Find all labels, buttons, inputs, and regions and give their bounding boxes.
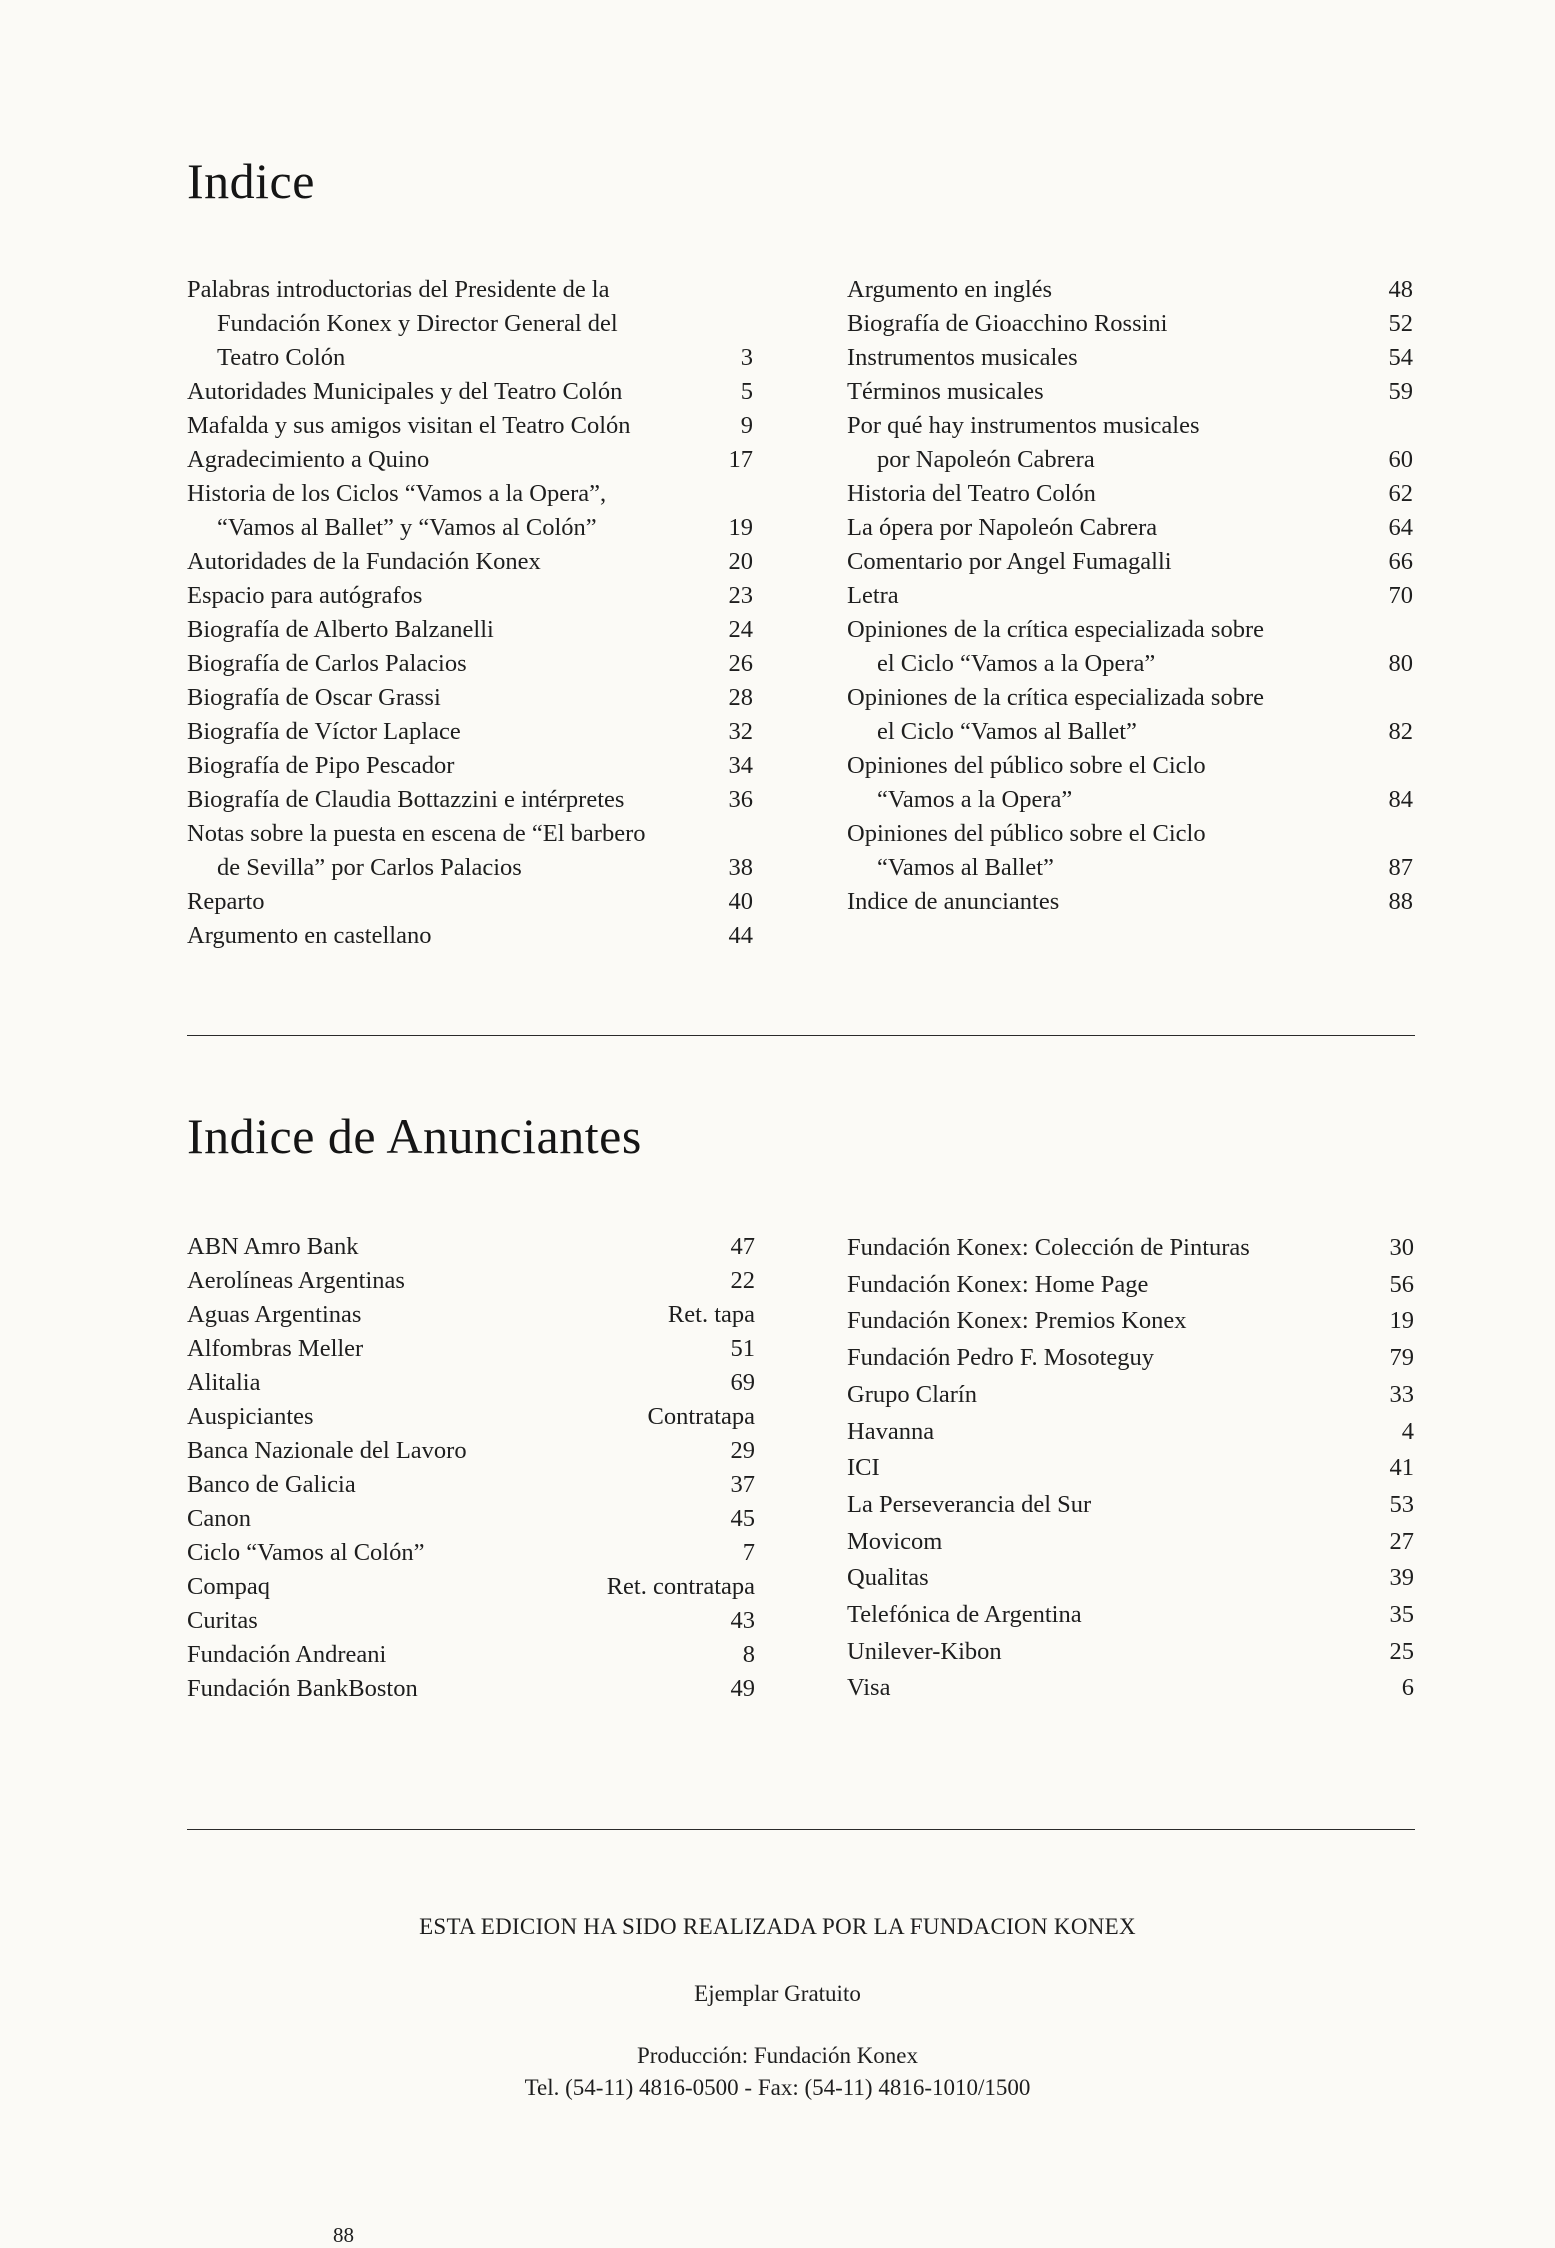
toc-entry-line: Opiniones de la crítica especializada sobre bbox=[847, 616, 1264, 643]
toc-entry-line: Letra bbox=[847, 582, 899, 609]
toc-entry bbox=[187, 715, 753, 749]
advertiser-entry bbox=[187, 1672, 755, 1706]
advertiser-entry bbox=[847, 1670, 1414, 1707]
advertiser-page: 37 bbox=[730, 1471, 755, 1498]
toc-entry-title bbox=[847, 749, 1389, 817]
toc-entry-page: 40 bbox=[728, 888, 753, 915]
toc-entry-page: 64 bbox=[1388, 514, 1413, 541]
advertiser-entry bbox=[847, 1267, 1414, 1304]
advertiser-name: ICI bbox=[847, 1454, 880, 1482]
advertiser-page: 53 bbox=[1389, 1490, 1414, 1518]
toc-entry-line: Indice de anunciantes bbox=[847, 888, 1060, 915]
toc-entry-page: 80 bbox=[1388, 650, 1413, 677]
advertiser-entry bbox=[847, 1524, 1414, 1561]
toc-entry-line: Biografía de Gioacchino Rossini bbox=[847, 310, 1168, 337]
toc-entry-title bbox=[847, 307, 1389, 341]
toc-entry bbox=[847, 341, 1413, 375]
advertisers-right-column bbox=[847, 1230, 1414, 1707]
advertiser-entry bbox=[847, 1340, 1414, 1377]
advertiser-page: 25 bbox=[1389, 1637, 1414, 1665]
toc-entry-page: 26 bbox=[728, 650, 753, 677]
advertiser-entry bbox=[187, 1536, 755, 1570]
toc-entry-line: Historia de los Ciclos “Vamos a la Opera”, bbox=[187, 480, 607, 507]
advertiser-entry bbox=[187, 1604, 755, 1638]
advertiser-page: 41 bbox=[1389, 1454, 1414, 1482]
advertiser-entry bbox=[187, 1230, 755, 1264]
advertiser-entry bbox=[847, 1634, 1414, 1671]
toc-entry-page: 19 bbox=[728, 514, 753, 541]
toc-entry-title bbox=[847, 511, 1389, 545]
toc-entry-title bbox=[187, 783, 729, 817]
toc-title: Indice bbox=[187, 153, 315, 209]
advertiser-name: Qualitas bbox=[847, 1564, 929, 1592]
toc-entry-line: Autoridades de la Fundación Konex bbox=[187, 548, 541, 575]
toc-entry-page: 87 bbox=[1388, 854, 1413, 881]
toc-entry-page: 54 bbox=[1388, 344, 1413, 371]
advertiser-entry bbox=[187, 1570, 755, 1604]
advertiser-page: 39 bbox=[1389, 1564, 1414, 1592]
toc-entry-page: 44 bbox=[728, 922, 753, 949]
toc-entry-page: 60 bbox=[1388, 446, 1413, 473]
toc-entry-line: Opiniones del público sobre el Ciclo bbox=[847, 752, 1206, 779]
advertiser-page: 30 bbox=[1389, 1234, 1414, 1261]
advertiser-name: Fundación BankBoston bbox=[187, 1675, 418, 1702]
advertiser-name: Havanna bbox=[847, 1417, 935, 1445]
toc-entry-title bbox=[847, 341, 1389, 375]
advertiser-name: ABN Amro Bank bbox=[187, 1233, 359, 1260]
advertiser-page: 79 bbox=[1389, 1344, 1414, 1372]
toc-entry-page: 3 bbox=[740, 344, 753, 371]
toc-entry-page: 66 bbox=[1388, 548, 1413, 575]
toc-entry-page: 36 bbox=[728, 786, 753, 813]
toc-right-column bbox=[847, 273, 1413, 919]
advertiser-entry bbox=[847, 1487, 1414, 1524]
advertisers-title: Indice de Anunciantes bbox=[187, 1108, 642, 1164]
toc-entry-line: “Vamos al Ballet” bbox=[877, 854, 1054, 881]
toc-entry-page: 32 bbox=[728, 718, 753, 745]
toc-entry-title bbox=[187, 409, 741, 443]
toc-entry bbox=[847, 613, 1413, 681]
toc-entry-line: Espacio para autógrafos bbox=[187, 582, 423, 609]
advertiser-name: Telefónica de Argentina bbox=[847, 1601, 1082, 1629]
toc-entry-title bbox=[187, 749, 729, 783]
advertiser-page: Ret. tapa bbox=[667, 1301, 755, 1328]
toc-entry-page: 38 bbox=[728, 854, 753, 881]
toc-entry-title bbox=[187, 579, 729, 613]
advertisers-left-column bbox=[187, 1230, 755, 1706]
advertiser-name: Alfombras Meller bbox=[187, 1335, 364, 1362]
toc-entry bbox=[847, 273, 1413, 307]
page-number: 88 bbox=[333, 2223, 354, 2247]
toc-entry-title bbox=[847, 817, 1389, 885]
toc-entry bbox=[847, 375, 1413, 409]
advertiser-page: Contratapa bbox=[647, 1403, 755, 1430]
toc-entry bbox=[847, 409, 1413, 477]
advertiser-entry bbox=[847, 1560, 1414, 1597]
toc-entry-title bbox=[187, 375, 741, 409]
advertiser-entry bbox=[847, 1597, 1414, 1634]
toc-entry-page: 17 bbox=[728, 446, 753, 473]
toc-entry bbox=[187, 409, 753, 443]
toc-entry bbox=[187, 749, 753, 783]
toc-entry-title bbox=[847, 681, 1389, 749]
advertiser-entry bbox=[187, 1332, 755, 1366]
toc-entry-line: Notas sobre la puesta en escena de “El barbero bbox=[187, 820, 646, 847]
advertiser-page: 19 bbox=[1389, 1307, 1414, 1335]
advertiser-page: 4 bbox=[1401, 1417, 1414, 1445]
toc-entry-line: Historia del Teatro Colón bbox=[847, 480, 1096, 507]
toc-entry bbox=[187, 579, 753, 613]
advertiser-page: 49 bbox=[730, 1675, 755, 1702]
toc-entry-page: 5 bbox=[740, 378, 753, 405]
toc-entry-title bbox=[187, 647, 729, 681]
advertiser-page: 22 bbox=[730, 1267, 755, 1294]
toc-entry-line: Biografía de Alberto Balzanelli bbox=[187, 616, 494, 643]
advertiser-entry bbox=[847, 1450, 1414, 1487]
toc-entry-line: Palabras introductorias del Presidente de la bbox=[187, 276, 610, 303]
toc-entry-page: 59 bbox=[1388, 378, 1413, 405]
advertiser-name: Unilever-Kibon bbox=[847, 1637, 1002, 1665]
toc-entry bbox=[847, 545, 1413, 579]
toc-entry-page: 88 bbox=[1388, 888, 1413, 915]
advertiser-name: Alitalia bbox=[187, 1369, 261, 1396]
footer-divider bbox=[187, 1829, 1415, 1830]
advertiser-name: Fundación Konex: Home Page bbox=[847, 1270, 1149, 1298]
advertiser-name: Visa bbox=[847, 1674, 891, 1702]
advertiser-entry bbox=[187, 1638, 755, 1672]
toc-entry bbox=[187, 647, 753, 681]
toc-entry-line: Opiniones del público sobre el Ciclo bbox=[847, 820, 1206, 847]
toc-entry-line: de Sevilla” por Carlos Palacios bbox=[217, 854, 522, 881]
toc-entry-title bbox=[187, 613, 729, 647]
advertiser-entry bbox=[847, 1230, 1414, 1267]
advertiser-page: 6 bbox=[1401, 1674, 1414, 1702]
toc-entry bbox=[187, 545, 753, 579]
production-credit: Producción: Fundación Konex bbox=[636, 2043, 919, 2068]
advertiser-name: Fundación Pedro F. Mosoteguy bbox=[847, 1344, 1155, 1372]
toc-entry-line: Instrumentos musicales bbox=[847, 344, 1078, 371]
toc-entry-line: Biografía de Oscar Grassi bbox=[187, 684, 441, 711]
toc-entry-title bbox=[187, 545, 729, 579]
toc-entry-page: 52 bbox=[1388, 310, 1413, 337]
toc-entry bbox=[847, 749, 1413, 817]
toc-entry-line: Comentario por Angel Fumagalli bbox=[847, 548, 1172, 575]
advertiser-page: 27 bbox=[1389, 1527, 1414, 1555]
toc-entry-title bbox=[847, 613, 1389, 681]
toc-entry-line: Opiniones de la crítica especializada sobre bbox=[847, 684, 1264, 711]
toc-entry-line: Por qué hay instrumentos musicales bbox=[847, 412, 1200, 439]
toc-entry-title bbox=[847, 579, 1389, 613]
toc-entry-line: Fundación Konex y Director General del bbox=[217, 310, 618, 337]
advertiser-entry bbox=[187, 1264, 755, 1298]
toc-entry bbox=[187, 885, 753, 919]
toc-entry bbox=[187, 783, 753, 817]
toc-entry-title bbox=[187, 817, 729, 885]
toc-entry bbox=[847, 817, 1413, 885]
advertiser-page: 8 bbox=[742, 1641, 755, 1668]
advertiser-name: Aerolíneas Argentinas bbox=[187, 1267, 405, 1294]
advertiser-name: La Perseverancia del Sur bbox=[847, 1490, 1092, 1518]
advertiser-page: 35 bbox=[1389, 1601, 1414, 1629]
toc-entry-line: Agradecimiento a Quino bbox=[187, 446, 430, 473]
toc-entry-line: Biografía de Víctor Laplace bbox=[187, 718, 461, 745]
toc-entry-page: 28 bbox=[728, 684, 753, 711]
toc-entry bbox=[847, 477, 1413, 511]
advertiser-page: 47 bbox=[730, 1233, 755, 1260]
toc-entry-line: “Vamos al Ballet” y “Vamos al Colón” bbox=[217, 514, 597, 541]
toc-entry-title bbox=[187, 885, 729, 919]
edition-note: ESTA EDICION HA SIDO REALIZADA POR LA FUNDACION KONEX bbox=[419, 1914, 1136, 1939]
toc-entry bbox=[187, 375, 753, 409]
toc-entry-title bbox=[847, 545, 1389, 579]
advertiser-page: Ret. contratapa bbox=[606, 1573, 755, 1600]
advertiser-name: Movicom bbox=[847, 1527, 943, 1555]
toc-entry-line: Reparto bbox=[187, 888, 265, 915]
advertiser-name: Curitas bbox=[187, 1607, 258, 1634]
advertiser-page: 51 bbox=[730, 1335, 755, 1362]
toc-entry-page: 48 bbox=[1388, 276, 1413, 303]
advertiser-name: Compaq bbox=[187, 1573, 271, 1600]
toc-entry bbox=[187, 817, 753, 885]
advertiser-entry bbox=[187, 1298, 755, 1332]
contact-info: Tel. (54-11) 4816-0500 - Fax: (54-11) 4816-1010/1500 bbox=[524, 2075, 1031, 2100]
free-copy-note: Ejemplar Gratuito bbox=[694, 1981, 861, 2006]
advertiser-page: 7 bbox=[742, 1539, 755, 1566]
advertiser-page: 69 bbox=[730, 1369, 755, 1396]
toc-entry-line: Términos musicales bbox=[847, 378, 1044, 405]
advertiser-entry bbox=[187, 1502, 755, 1536]
advertiser-page: 43 bbox=[730, 1607, 755, 1634]
toc-entry bbox=[187, 681, 753, 715]
toc-entry-line: por Napoleón Cabrera bbox=[877, 446, 1095, 473]
advertiser-name: Ciclo “Vamos al Colón” bbox=[187, 1539, 425, 1566]
toc-entry bbox=[187, 477, 753, 545]
advertiser-name: Fundación Konex: Colección de Pinturas bbox=[847, 1234, 1250, 1261]
advertiser-name: Canon bbox=[187, 1505, 251, 1532]
toc-entry bbox=[187, 613, 753, 647]
toc-entry bbox=[847, 511, 1413, 545]
advertiser-page: 45 bbox=[730, 1505, 755, 1532]
toc-entry-line: el Ciclo “Vamos a la Opera” bbox=[877, 650, 1156, 677]
toc-entry-line: La ópera por Napoleón Cabrera bbox=[847, 514, 1158, 541]
toc-entry-line: Argumento en castellano bbox=[187, 922, 432, 949]
toc-entry bbox=[847, 579, 1413, 613]
advertiser-entry bbox=[187, 1400, 755, 1434]
toc-entry-page: 82 bbox=[1388, 718, 1413, 745]
toc-entry-title bbox=[847, 273, 1389, 307]
advertiser-entry bbox=[187, 1434, 755, 1468]
toc-entry-title bbox=[847, 885, 1389, 919]
advertiser-page: 56 bbox=[1389, 1270, 1414, 1298]
toc-entry-line: Autoridades Municipales y del Teatro Colón bbox=[187, 378, 623, 405]
toc-entry-line: Biografía de Claudia Bottazzini e intérpretes bbox=[187, 786, 625, 813]
toc-entry-title bbox=[187, 919, 729, 953]
advertiser-name: Aguas Argentinas bbox=[187, 1301, 362, 1328]
toc-entry-page: 62 bbox=[1388, 480, 1413, 507]
toc-entry-page: 9 bbox=[740, 412, 753, 439]
advertiser-name: Grupo Clarín bbox=[847, 1380, 977, 1408]
toc-entry bbox=[847, 307, 1413, 341]
toc-entry-title bbox=[187, 715, 729, 749]
toc-entry bbox=[847, 681, 1413, 749]
advertiser-entry bbox=[847, 1303, 1414, 1340]
toc-entry bbox=[187, 273, 753, 375]
toc-entry-line: Mafalda y sus amigos visitan el Teatro Colón bbox=[187, 412, 631, 439]
toc-entry-line: Teatro Colón bbox=[217, 344, 346, 371]
advertiser-name: Auspiciantes bbox=[187, 1403, 314, 1430]
advertiser-name: Fundación Konex: Premios Konex bbox=[847, 1307, 1187, 1335]
toc-entry bbox=[187, 443, 753, 477]
toc-entry-title bbox=[847, 477, 1389, 511]
toc-entry bbox=[847, 885, 1413, 919]
toc-entry-line: “Vamos a la Opera” bbox=[877, 786, 1073, 813]
advertiser-name: Banco de Galicia bbox=[187, 1471, 356, 1498]
toc-entry-page: 84 bbox=[1388, 786, 1413, 813]
toc-entry-line: Biografía de Pipo Pescador bbox=[187, 752, 455, 779]
advertiser-name: Fundación Andreani bbox=[187, 1641, 387, 1668]
toc-entry-title bbox=[847, 375, 1389, 409]
toc-entry-page: 24 bbox=[728, 616, 753, 643]
advertiser-page: 33 bbox=[1389, 1380, 1414, 1408]
advertiser-entry bbox=[187, 1366, 755, 1400]
toc-entry-page: 70 bbox=[1388, 582, 1413, 609]
advertiser-entry bbox=[847, 1414, 1414, 1451]
toc-entry-title bbox=[187, 273, 741, 375]
toc-entry-page: 23 bbox=[728, 582, 753, 609]
toc-entry-page: 34 bbox=[728, 752, 753, 779]
toc-entry-title bbox=[187, 443, 729, 477]
advertiser-page: 29 bbox=[730, 1437, 755, 1464]
toc-entry-line: el Ciclo “Vamos al Ballet” bbox=[877, 718, 1137, 745]
toc-entry-line: Argumento en inglés bbox=[847, 276, 1053, 303]
toc-entry bbox=[187, 919, 753, 953]
advertiser-entry bbox=[187, 1468, 755, 1502]
toc-entry-page: 20 bbox=[728, 548, 753, 575]
toc-entry-title bbox=[847, 409, 1389, 477]
section-divider bbox=[187, 1035, 1415, 1036]
advertiser-name: Banca Nazionale del Lavoro bbox=[187, 1437, 467, 1464]
toc-left-column bbox=[187, 273, 753, 953]
advertiser-entry bbox=[847, 1377, 1414, 1414]
toc-entry-title bbox=[187, 681, 729, 715]
toc-entry-title bbox=[187, 477, 729, 545]
toc-entry-line: Biografía de Carlos Palacios bbox=[187, 650, 467, 677]
